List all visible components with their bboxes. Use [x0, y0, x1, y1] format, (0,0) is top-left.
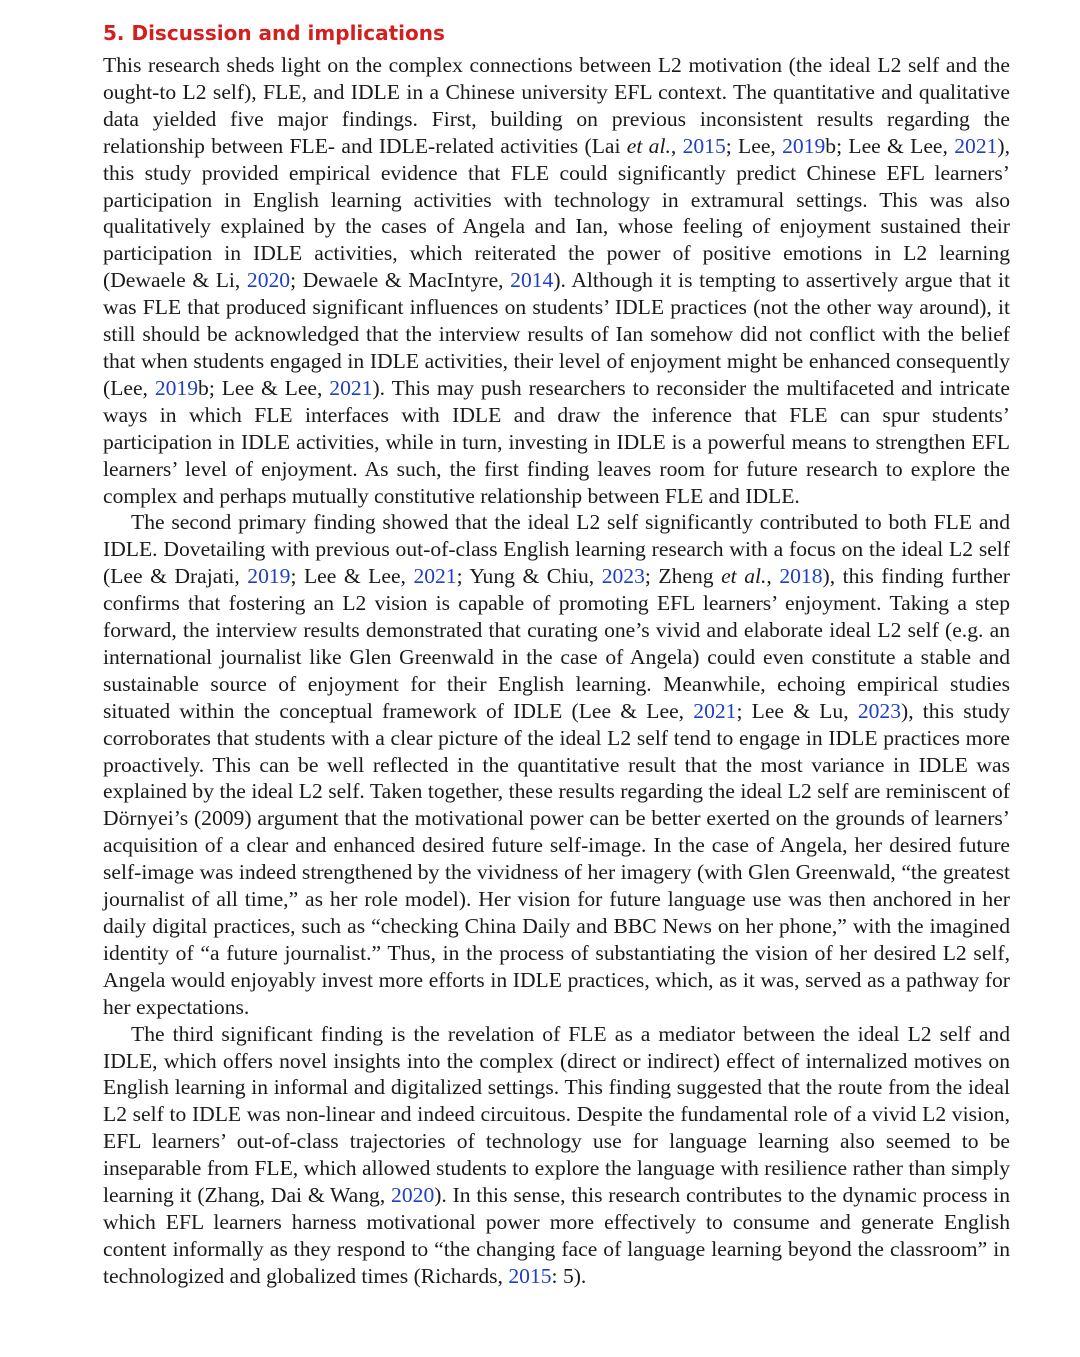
body-text: ; Yung & Chiu, — [456, 564, 602, 589]
citation-year-link[interactable]: 2015 — [682, 133, 726, 158]
body-text: ; Zheng — [644, 564, 722, 589]
citation-year-link[interactable]: 2021 — [693, 698, 737, 723]
body-text: ), this finding further confirms that fostering an L2 vision is capable of promoting EFL learners’ enjoyment. Taking a step forward, the interview results demonstrated that curating one’s vivid and elaborate ideal L2 self (e.g. an international journalist like Glen Greenwald in the case of Angela) could even constitute a stable and sustainable source of enjoyment for their English learning. Meanwhile, echoing empirical studies situated within the conceptual framework of IDLE (Lee & Lee, — [103, 564, 1010, 723]
body-text: The third significant finding is the revelation of FLE as a mediator between the ideal L2 self and IDLE, which offers novel insights into the complex (direct or indirect) effect of internalized motives on English learning in informal and digitalized settings. This finding suggested that the route from the ideal L2 self to IDLE was non-linear and indeed circuitous. Despite the fundamental role of a vivid L2 vision, EFL learners’ out-of-class trajectories of technology use for language learning also seemed to be inseparable from FLE, which allowed students to explore the language with resilience rather than simply learning it (Zhang, Dai & Wang, — [103, 1021, 1010, 1208]
body-text: ; Dewaele & MacIntyre, — [290, 268, 511, 293]
body-text: b; Lee & Lee, — [198, 375, 330, 400]
body-text: ). In this sense, this research contributes to the dynamic process in which EFL learners harness motivational power more effectively to consume and generate English content informally as they respond to “the changing face of language learning beyond the classroom” in technologized and globalized times (Richards, — [103, 1183, 1010, 1288]
body-text: The second primary finding showed that the ideal L2 self significantly contributed to both FLE and IDLE. Dovetailing with previous out-of-class English learning research with a focus on the ideal L2 self (Lee & Drajati, — [103, 510, 1010, 589]
citation-year-link[interactable]: 2019 — [154, 375, 199, 400]
citation-year-link[interactable]: 2023 — [857, 698, 901, 723]
body-text: ), this study corroborates that students with a clear picture of the ideal L2 self tend to engage in IDLE practices more proactively. This can be well reflected in the quantitative result that the most variance in IDLE was explained by the ideal L2 self. Taken together, these results regarding the ideal L2 self are reminiscent of Dörnyei’s (2009) argument that the motivational power can be better exerted on the grounds of learners’ acquisition of a clear and enhanced desired future self-image. In the case of Angela, her desired future self-image was indeed strengthened by the vividness of her imagery (with Glen Greenwald, “the greatest journalist of all time,” as her role model). Her vision for future language use was then anchored in her daily digital practices, such as “checking China Daily and BBC News on her phone,” with the imagined identity of “a future journalist.” Thus, in the process of substantiating the vision of her desired L2 self, Angela would enjoyably invest more efforts in IDLE practices, which, as it was, served as a pathway for her expectations. — [103, 698, 1010, 1019]
citation-year-link[interactable]: 2015 — [508, 1263, 552, 1288]
body-text: , — [766, 564, 780, 589]
citation-year-link[interactable]: 2019 — [782, 133, 826, 158]
italic-text: et al. — [721, 564, 767, 589]
paragraph-2 — [103, 509, 1010, 1020]
body-text: This research sheds light on the complex connections between L2 motivation (the ideal L2 self and the ought-to L2 self), FLE, and IDLE in a Chinese university EFL context. The quantitative and qualitative data yielded five major findings. First, building on previous inconsistent results regarding the relationship between FLE- and IDLE-related activities (Lai — [103, 53, 1010, 158]
body-text: ; Lee & Lee, — [290, 564, 414, 589]
paragraph-1 — [103, 52, 1010, 509]
body-text: ; Lee & Lu, — [736, 698, 858, 723]
citation-year-link[interactable]: 2020 — [391, 1183, 435, 1208]
citation-year-link[interactable]: 2014 — [510, 268, 554, 293]
italic-text: et al. — [626, 133, 671, 158]
citation-year-link[interactable]: 2023 — [601, 564, 645, 589]
section-heading: 5. Discussion and implications — [103, 21, 445, 45]
body-text: , — [670, 133, 683, 158]
citation-year-link[interactable]: 2020 — [246, 268, 291, 293]
citation-year-link[interactable]: 2019 — [247, 564, 291, 589]
body-text: b; Lee & Lee, — [825, 133, 955, 158]
citation-year-link[interactable]: 2021 — [413, 564, 457, 589]
body-text: ; Lee, — [725, 133, 783, 158]
citation-year-link[interactable]: 2021 — [954, 133, 998, 158]
citation-year-link[interactable]: 2018 — [779, 564, 823, 589]
citation-year-link[interactable]: 2021 — [329, 375, 373, 400]
article-page — [103, 14, 1010, 1290]
body-text: ). Although it is tempting to assertively argue that it was FLE that produced significant influences on students’ IDLE practices (not the other way around), it still should be acknowledged that the interview results of Ian somehow did not conflict with the belief that when students engaged in IDLE activities, their level of enjoyment might be enhanced consequently (Lee, — [103, 268, 1010, 400]
body-text: ). This may push researchers to reconsider the multifaceted and intricate ways in which FLE interfaces with IDLE and draw the inference that FLE can spur students’ participation in IDLE activities, while in turn, investing in IDLE is a powerful means to strengthen EFL learners’ level of enjoyment. As such, the first finding leaves room for future research to explore the complex and perhaps mutually constitutive relationship between FLE and IDLE. — [103, 375, 1010, 508]
paragraph-3 — [103, 1021, 1010, 1290]
body-text: ), this study provided empirical evidence that FLE could significantly predict Chinese EFL learners’ participation in English learning activities with technology in extramural settings. This was also qualitatively explained by the cases of Angela and Ian, whose feeling of enjoyment sustained their participation in IDLE activities, which reiterated the power of positive emotions in L2 learning (Dewaele & Li, — [103, 133, 1010, 293]
body-text: : 5). — [551, 1263, 587, 1288]
